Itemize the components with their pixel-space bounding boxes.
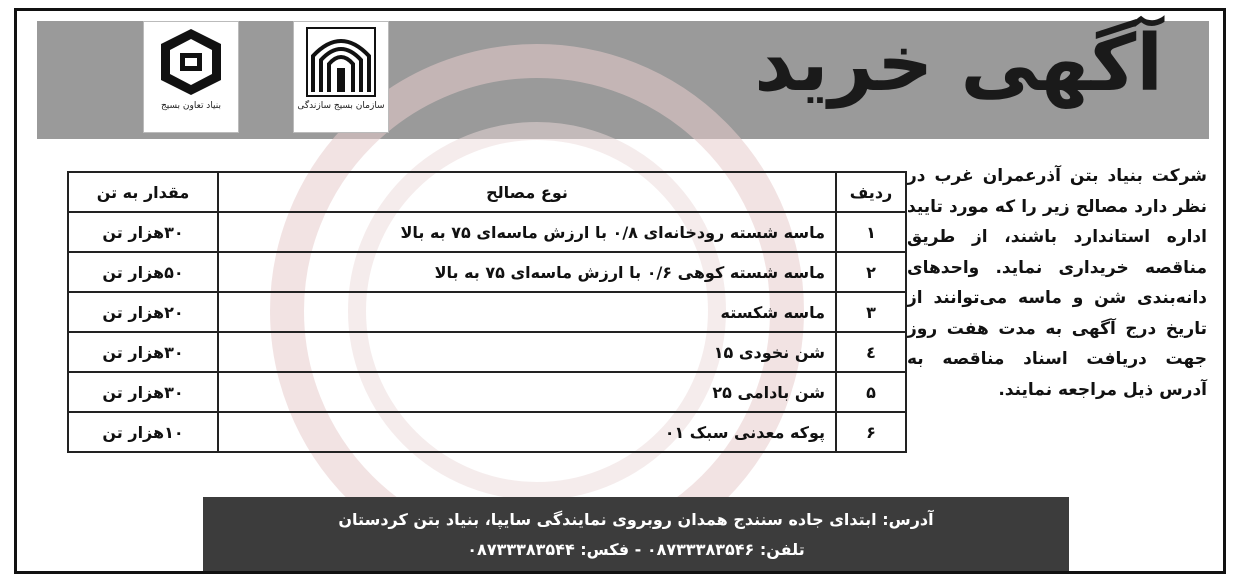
row-number: ۲: [836, 252, 906, 292]
row-number: ۶: [836, 412, 906, 452]
contact-footer: [203, 497, 1069, 573]
material-type: پوکه معدنی سبک ۰۱: [218, 412, 836, 452]
logo-caption-1: سازمان بسیج سازندگی: [297, 101, 385, 111]
row-number: ۱: [836, 212, 906, 252]
logo-organization-2: [143, 21, 239, 133]
quantity: ۳۰هزار تن: [68, 372, 218, 412]
material-type: ماسه شکسته: [218, 292, 836, 332]
table-row: [68, 212, 906, 252]
table-row: [68, 332, 906, 372]
logo-organization-1: [293, 21, 389, 133]
material-type: ماسه شسته رودخانه‌ای ۰/۸ با ارزش ماسه‌ای ۷۵ به بالا: [218, 212, 836, 252]
intro-paragraph: شرکت بنیاد بتن آذرعمران غرب در نظر دارد مصالح زیر را که مورد تایید اداره استاندارد باشند، از طریق مناقصه خریداری نماید. واحدهای دانه‌بندی شن و ماسه می‌توانند از تاریخ درج آگهی به مدت هفت روز جهت دریافت اسناد مناقصه به آدرس ذیل مراجعه نمایند.: [907, 166, 1207, 400]
row-number: ۳: [836, 292, 906, 332]
material-type: شن بادامی ۲۵: [218, 372, 836, 412]
header-material-type: نوع مصالح: [218, 172, 836, 212]
header-quantity: مقدار به تن: [68, 172, 218, 212]
headline-title: آگهی خرید: [754, 19, 1163, 109]
materials-table: [67, 171, 907, 453]
hexagon-emblem-icon: [155, 26, 227, 98]
material-type: شن نخودی ۱۵: [218, 332, 836, 372]
quantity: ۳۰هزار تن: [68, 332, 218, 372]
building-emblem-icon: [305, 26, 377, 98]
footer-phones: تلفن: ۰۸۷۳۳۳۸۳۵۴۶ - فکس: ۰۸۷۳۳۳۸۳۵۴۴: [467, 540, 805, 559]
material-type: ماسه شسته کوهی ۰/۶ با ارزش ماسه‌ای ۷۵ به بالا: [218, 252, 836, 292]
table-row: [68, 252, 906, 292]
footer-address: آدرس: ابتدای جاده سنندج همدان روبروی نمایندگی سایپا، بنیاد بتن کردستان: [338, 510, 934, 529]
table-row: [68, 292, 906, 332]
quantity: ۱۰هزار تن: [68, 412, 218, 452]
quantity: ۵۰هزار تن: [68, 252, 218, 292]
table-row: [68, 412, 906, 452]
advertisement-frame: [14, 8, 1226, 574]
table-row: [68, 372, 906, 412]
quantity: ۲۰هزار تن: [68, 292, 218, 332]
quantity: ۳۰هزار تن: [68, 212, 218, 252]
row-number: ٤: [836, 332, 906, 372]
row-number: ۵: [836, 372, 906, 412]
table-header-row: [68, 172, 906, 212]
header-row-number: ردیف: [836, 172, 906, 212]
logo-caption-2: بنیاد تعاون بسیج: [160, 101, 221, 111]
